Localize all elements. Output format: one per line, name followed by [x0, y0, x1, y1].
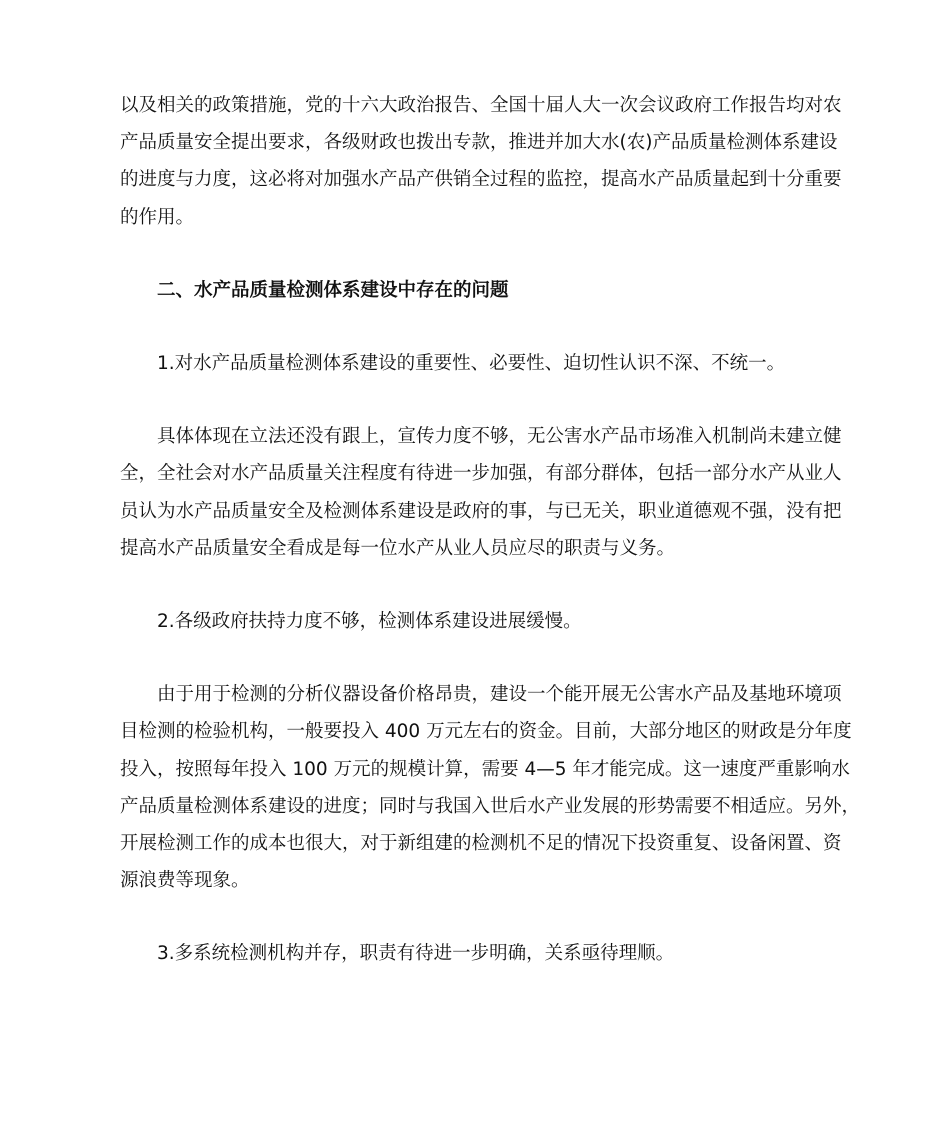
paragraph-awareness [120, 418, 840, 567]
text-line: 的作用。 [120, 206, 195, 228]
text-line: 产品质量检测体系建设的进度；同时与我国入世后水产业发展的形势需要不相适应。另外， [120, 795, 861, 817]
text-line: 源浪费等现象。 [120, 870, 250, 892]
text-line: 全，全社会对水产品质量关注程度有待进一步加强，有部分群体，包括一部分水产从业人 [120, 463, 842, 485]
spacer [120, 309, 840, 345]
spacer [120, 236, 840, 272]
spacer [120, 640, 840, 676]
document-page [120, 87, 861, 973]
text-line: 以及相关的政策措施，党的十六大政治报告、全国十届人大一次会议政府工作报告均对农 [120, 95, 842, 116]
text-line: 开展检测工作的成本也很大，对于新组建的检测机不足的情况下投资重复、设备闲置、资 [120, 833, 842, 855]
spacer [120, 899, 840, 935]
item-text: 3.多系统检测机构并存，职责有待进一步明确，关系亟待理顺。 [157, 943, 675, 965]
text-line: 投入，按照每年投入 100 万元的规模计算，需要 4—5 年才能完成。这一速度严重影响水 [120, 758, 850, 780]
spacer [120, 567, 840, 603]
heading-text: 二、水产品质量检测体系建设中存在的问题 [157, 279, 509, 301]
text-line: 产品质量安全提出要求，各级财政也拨出专款，推进并加大水(农)产品质量检测体系建设 [120, 132, 838, 154]
spacer [120, 382, 840, 418]
item-1 [120, 345, 840, 382]
item-text: 2.各级政府扶持力度不够，检测体系建设进展缓慢。 [157, 611, 582, 633]
text-line: 员认为水产品质量安全及检测体系建设是政府的事，与已无关，职业道德观不强，没有把 [120, 500, 842, 522]
item-text: 1.对水产品质量检测体系建设的重要性、必要性、迫切性认识不深、不统一。 [157, 353, 786, 375]
text-line: 的进度与力度，这必将对加强水产品产供销全过程的监控，提高水产品质量起到十分重要 [120, 169, 842, 191]
item-3 [120, 935, 840, 972]
text-line: 提高水产品质量安全看成是每一位水产从业人员应尽的职责与义务。 [120, 537, 676, 559]
item-2 [120, 603, 840, 640]
text-line: 由于用于检测的分析仪器设备价格昂贵，建设一个能开展无公害水产品及基地环境项 [157, 684, 842, 706]
paragraph-policy [120, 87, 840, 236]
text-line: 具体体现在立法还没有跟上，宣传力度不够，无公害水产品市场准入机制尚未建立健 [157, 426, 842, 448]
paragraph-funding [120, 676, 861, 899]
section-heading [120, 272, 840, 309]
text-line: 目检测的检验机构，一般要投入 400 万元左右的资金。目前，大部分地区的财政是分年度 [120, 721, 852, 743]
